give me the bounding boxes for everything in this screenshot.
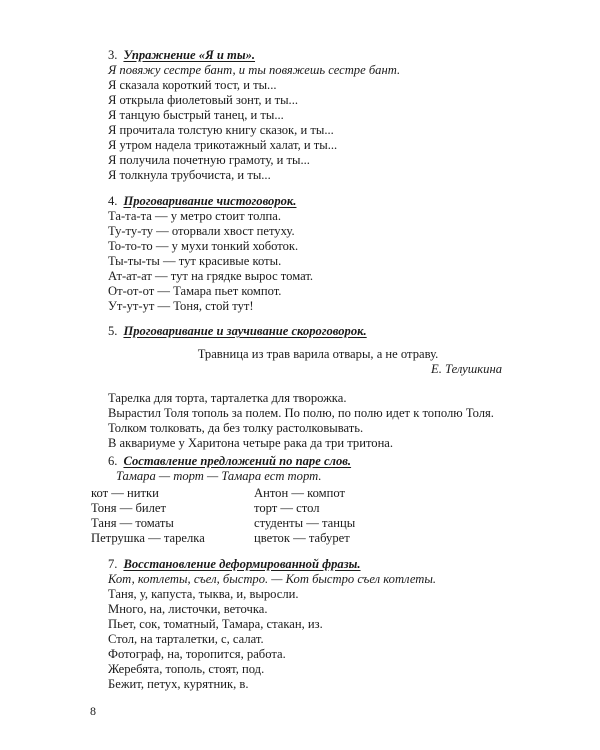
section-title: Восстановление деформированной фразы. bbox=[123, 557, 361, 571]
tongue-twister-line: От-от-от — Тамара пьет компот. bbox=[108, 284, 282, 298]
exercise-line: Таня, у, капуста, тыква, и, выросли. bbox=[108, 587, 299, 601]
tongue-twister-line: Вырастил Толя тополь за полем. По полю, по полю идет к тополю Толя. bbox=[108, 406, 494, 420]
exercise-line: Я танцую быстрый танец, и ты... bbox=[108, 108, 284, 122]
word-pair: Антон — компот bbox=[254, 486, 345, 500]
word-pair: Петрушка — тарелка bbox=[91, 531, 205, 545]
word-pair-row bbox=[91, 516, 511, 531]
exercise-line: Много, на, листочки, веточка. bbox=[108, 602, 268, 616]
tongue-twister-line: Толком толковать, да без толку растолковывать. bbox=[108, 421, 364, 435]
exercise-line: Фотограф, на, торопится, работа. bbox=[108, 647, 286, 661]
word-pair: Тоня — билет bbox=[91, 501, 166, 515]
section-heading bbox=[108, 557, 528, 572]
section-number: 4. bbox=[108, 194, 118, 208]
epigraph-author: Е. Телушкина bbox=[431, 362, 502, 376]
section-number: 6. bbox=[108, 454, 118, 468]
exercise-line: Я открыла фиолетовый зонт, и ты... bbox=[108, 93, 299, 107]
section-title: Проговаривание чистоговорок. bbox=[123, 194, 297, 208]
tongue-twister-line: Ут-ут-ут — Тоня, стой тут! bbox=[108, 299, 254, 313]
section-6 bbox=[108, 454, 528, 484]
word-pair-row bbox=[91, 486, 511, 501]
section-number: 5. bbox=[108, 324, 118, 338]
section-title: Составление предложений по паре слов. bbox=[123, 454, 352, 468]
section-4 bbox=[108, 194, 528, 314]
section-3 bbox=[108, 48, 528, 183]
word-pair: кот — нитки bbox=[91, 486, 159, 500]
word-pair: студенты — танцы bbox=[254, 516, 356, 530]
exercise-line: Я прочитала толстую книгу сказок, и ты... bbox=[108, 123, 334, 137]
section-title: Упражнение «Я и ты». bbox=[123, 48, 256, 62]
example-line: Кот, котлеты, съел, быстро. — Кот быстро съел котлеты. bbox=[108, 572, 437, 586]
section-number: 3. bbox=[108, 48, 118, 62]
tongue-twister-line: Ту-ту-ту — оторвали хвост петуху. bbox=[108, 224, 295, 238]
tongue-twister-line: Та-та-та — у метро стоит толпа. bbox=[108, 209, 281, 223]
example-line: Я повяжу сестре бант, и ты повяжешь сестре бант. bbox=[108, 63, 401, 77]
word-pairs bbox=[91, 486, 511, 546]
tongue-twister-line: Тарелка для торта, тарталетка для творожка. bbox=[108, 391, 347, 405]
tongue-twister-line: В аквариуме у Харитона четыре рака да три тритона. bbox=[108, 436, 394, 450]
tongue-twister-line: То-то-то — у мухи тонкий хоботок. bbox=[108, 239, 299, 253]
section-heading bbox=[108, 454, 528, 469]
exercise-line: Я толкнула трубочиста, и ты... bbox=[108, 168, 271, 182]
exercise-line: Я сказала короткий тост, и ты... bbox=[108, 78, 277, 92]
word-pair: Таня — томаты bbox=[91, 516, 174, 530]
word-pair: торт — стол bbox=[254, 501, 320, 515]
section-heading bbox=[108, 324, 528, 339]
exercise-line: Я получила почетную грамоту, и ты... bbox=[108, 153, 310, 167]
section-heading bbox=[108, 194, 528, 209]
exercise-line: Я утром надела трикотажный халат, и ты... bbox=[108, 138, 338, 152]
epigraph-quote: Травница из трав варила отвары, а не отраву. bbox=[197, 347, 439, 361]
example-line: Тамара — торт — Тамара ест торт. bbox=[116, 469, 322, 483]
section-number: 7. bbox=[108, 557, 118, 571]
section-5 bbox=[108, 324, 528, 451]
exercise-line: Бежит, петух, курятник, в. bbox=[108, 677, 249, 691]
section-heading bbox=[108, 48, 528, 63]
tongue-twister-line: Ты-ты-ты — тут красивые коты. bbox=[108, 254, 282, 268]
word-pair: цветок — табурет bbox=[254, 531, 350, 545]
tongue-twister-line: Ат-ат-ат — тут на грядке вырос томат. bbox=[108, 269, 314, 283]
word-pair-row bbox=[91, 501, 511, 516]
page-number: 8 bbox=[90, 704, 96, 718]
section-title: Проговаривание и заучивание скороговорок. bbox=[123, 324, 367, 338]
exercise-line: Пьет, сок, томатный, Тамара, стакан, из. bbox=[108, 617, 323, 631]
word-pair-row bbox=[91, 531, 511, 546]
exercise-line: Стол, на тарталетки, с, салат. bbox=[108, 632, 264, 646]
section-7 bbox=[108, 557, 528, 692]
exercise-line: Жеребята, тополь, стоят, под. bbox=[108, 662, 265, 676]
